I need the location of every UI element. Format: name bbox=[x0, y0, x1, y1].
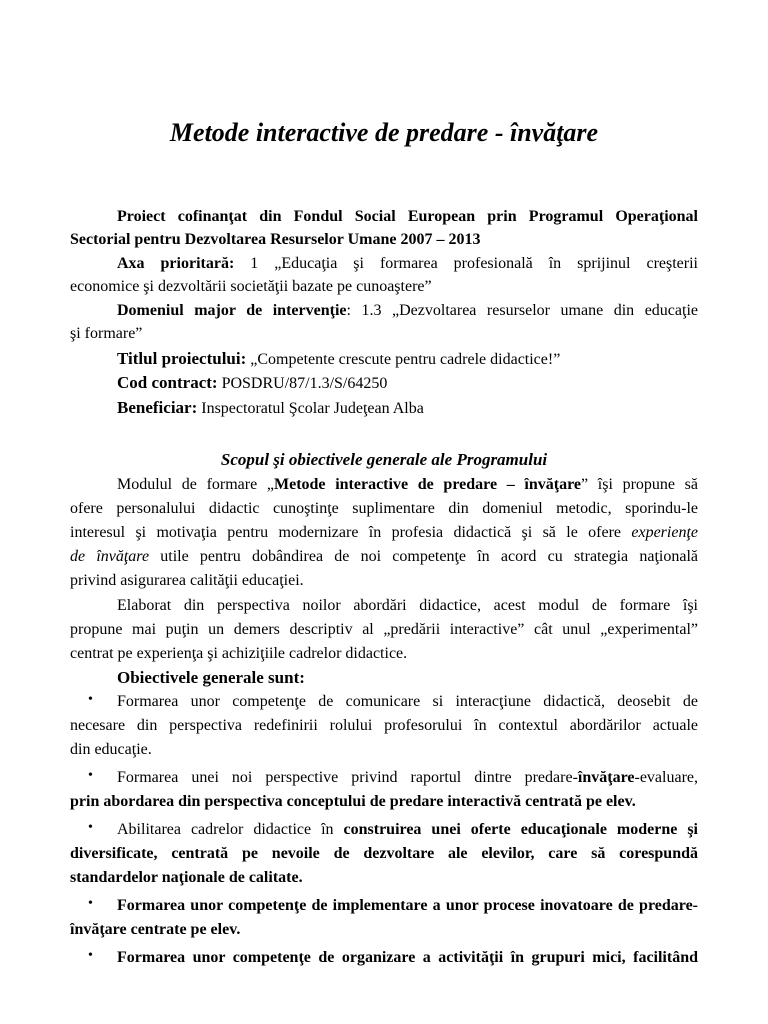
obj5-line-1: Formarea unor competenţe de organizare a activităţii în grupuri mici, facilitând bbox=[117, 949, 698, 966]
para1-text-c: ” îşi propune să bbox=[581, 476, 699, 493]
para1-line-4 bbox=[70, 546, 698, 568]
project-title-label: Titlul proiectului: bbox=[117, 349, 247, 368]
beneficiary-text: Inspectoratul Şcolar Judeţean Alba bbox=[197, 400, 424, 417]
project-line-1: Proiect cofinanţat din Fondul Social European prin Programul Operaţional bbox=[117, 208, 698, 225]
para1-italic-3b: experienţe bbox=[631, 524, 698, 541]
obj3-line-2: diversificate, centrată pe nevoile de dezvoltare ale elevilor, care să corespundă bbox=[70, 845, 698, 862]
obj4-line-1: Formarea unor competenţe de implementare a unor procese inovatoare de predare- bbox=[117, 897, 698, 914]
obj2-bold-b: învăţare bbox=[577, 769, 635, 786]
project-title-text: „Competente crescute pentru cadrele didactice!” bbox=[246, 351, 561, 368]
beneficiary-line bbox=[117, 397, 698, 420]
domain-line-1 bbox=[117, 300, 698, 322]
obj2-line-2: prin abordarea din perspectiva conceptului de predare interactivă centrată pe elev. bbox=[70, 793, 636, 810]
obj1-line-1: Formarea unor competenţe de comunicare si interacţiune didactică, deosebit de bbox=[117, 693, 698, 710]
bullet-1: • bbox=[88, 692, 93, 707]
axa-line-2: economice şi dezvoltării societăţii bazate pe cunoaştere” bbox=[70, 278, 432, 295]
para1-line-3 bbox=[70, 522, 698, 544]
beneficiary-label: Beneficiar: bbox=[117, 398, 198, 417]
obj3-line-3: standardelor naţionale de calitate. bbox=[70, 869, 303, 886]
domain-text-1: : 1.3 „Dezvoltarea resurselor umane din educaţie bbox=[346, 302, 699, 319]
contract-text: POSDRU/87/1.3/S/64250 bbox=[217, 375, 388, 392]
obj3-line-1 bbox=[117, 819, 698, 841]
para1-line-2: ofere personalului didactic cunoştinţe suplimentare din domeniul metodic, sporindu-le bbox=[70, 500, 698, 517]
obj1-line-2: necesare din perspectiva redefinirii rolului profesorului în contextul abordărilor actuale bbox=[70, 717, 698, 734]
para1-text-a: Modulul de formare „ bbox=[117, 476, 274, 493]
para1-text-4b: utile pentru dobândirea de noi competenţe în acord cu strategia naţională bbox=[149, 548, 699, 565]
para2-line-2: propune mai puţin un demers descriptiv al „predării interactive” cât unul „experimental” bbox=[70, 621, 698, 638]
para1-text-3a: interesul şi motivaţia pentru modernizare în profesia didactică şi să le ofere bbox=[70, 524, 632, 541]
bullet-3: • bbox=[88, 820, 93, 835]
obj1-line-3: din educaţie. bbox=[70, 741, 152, 758]
para1-line-5: privind asigurarea calităţii educaţiei. bbox=[70, 572, 304, 589]
domain-label: Domeniul major de intervenţie bbox=[117, 302, 347, 319]
contract-label: Cod contract: bbox=[117, 373, 218, 392]
para1-line-1 bbox=[117, 474, 698, 496]
project-title-line bbox=[117, 348, 698, 371]
domain-line-2: şi formare” bbox=[70, 325, 143, 342]
obj2-line-1 bbox=[117, 767, 698, 789]
bullet-4: • bbox=[88, 896, 93, 911]
para1-italic-4a: de învăţare bbox=[70, 548, 150, 565]
obj2-text-c: -evaluare, bbox=[634, 769, 698, 786]
bullet-2: • bbox=[88, 768, 93, 783]
contract-line bbox=[117, 372, 698, 395]
para2-line-3: centrat pe experienţa şi achiziţiile cadrelor didactice. bbox=[70, 645, 408, 662]
obj3-bold-b: construirea unei oferte educaţionale moderne şi bbox=[343, 821, 698, 838]
axa-line-1 bbox=[117, 253, 698, 275]
axa-label: Axa prioritară: bbox=[117, 255, 235, 272]
obj2-text-a: Formarea unei noi perspective privind raportul dintre predare- bbox=[117, 769, 578, 786]
project-line-2: Sectorial pentru Dezvoltarea Resurselor Umane 2007 – 2013 bbox=[70, 231, 481, 248]
para2-line-1: Elaborat din perspectiva noilor abordări didactice, acest modul de formare îşi bbox=[117, 597, 698, 614]
obj3-text-a: Abilitarea cadrelor didactice în bbox=[117, 821, 344, 838]
section-title: Scopul şi obiectivele generale ale Programului bbox=[220, 450, 548, 469]
obj4-line-2: învăţare centrate pe elev. bbox=[70, 921, 241, 938]
axa-text-1: 1 „Educaţia şi formarea profesională în sprijinul creşterii bbox=[234, 255, 699, 272]
module-name: Metode interactive de predare – învăţare bbox=[274, 476, 581, 493]
document-title: Metode interactive de predare - învăţare bbox=[169, 118, 599, 147]
bullet-5: • bbox=[88, 948, 93, 963]
objectives-heading: Obiectivele generale sunt: bbox=[117, 668, 305, 687]
